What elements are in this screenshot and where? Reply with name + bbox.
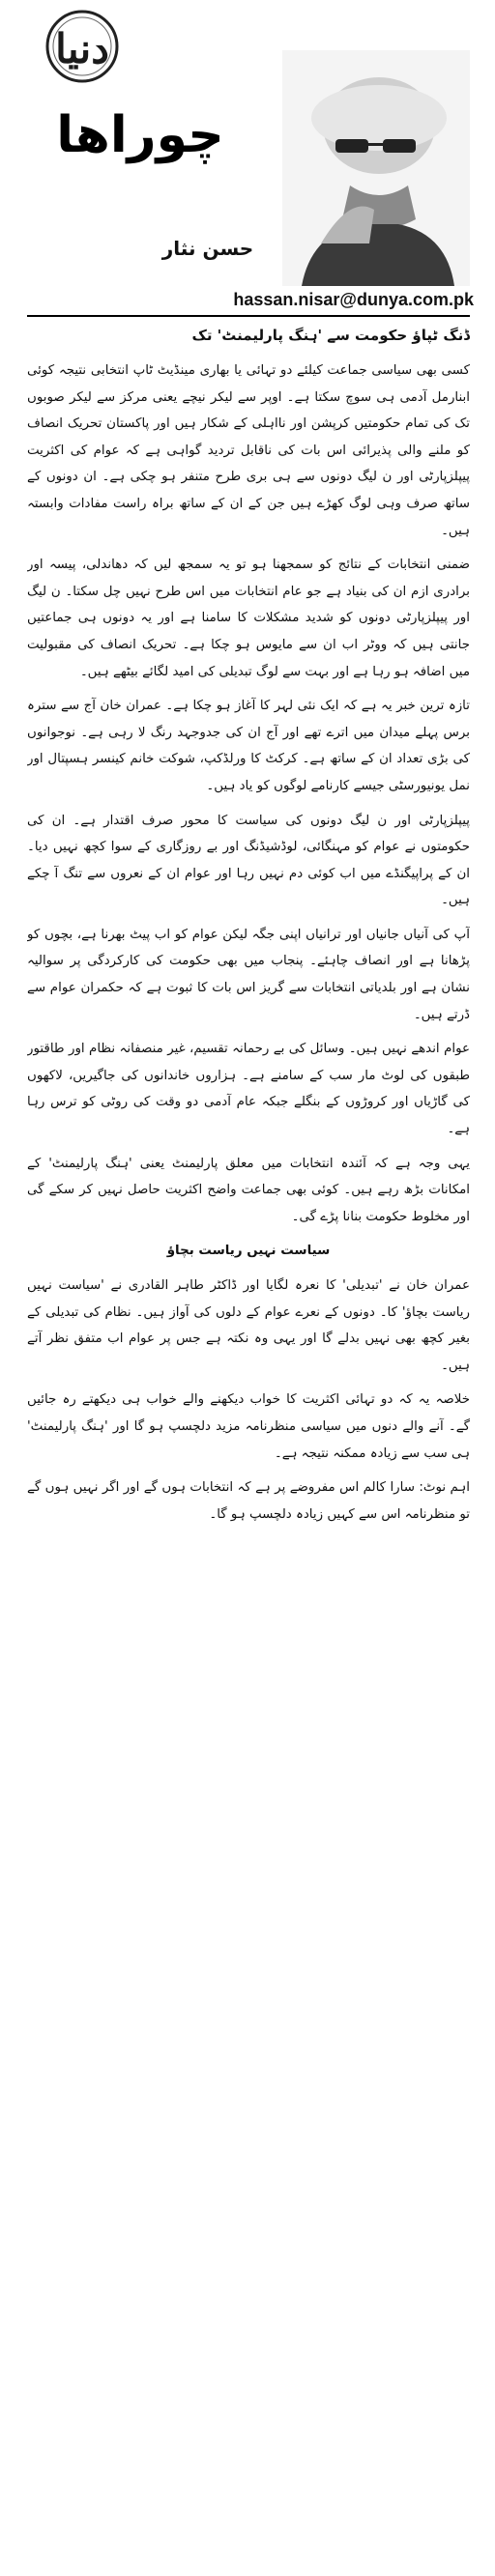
author-portrait <box>282 50 470 286</box>
divider <box>27 315 470 317</box>
paragraph: اہم نوٹ: سارا کالم اس مفروضے پر ہے کہ انتخابات ہوں گے اور اگر نہیں ہوں گے تو منظرنامہ اس سے کہیں زیادہ دلچسپ ہو گا۔ <box>27 1480 470 1522</box>
paragraph: پیپلزپارٹی اور ن لیگ دونوں کی سیاست کا محور صرف اقتدار ہے۔ ان کی حکومتوں نے عوام کو مہنگائی، لوڈشیڈنگ اور بے روزگاری کے سوا کچھ نہیں دیا۔ ان کے پراپیگنڈے میں اب کوئی دم نہیں رہا اور عوام ان کے نعروں سے تنگ آ چکے ہیں۔ <box>27 813 470 908</box>
logo-text: دنیا <box>55 25 109 72</box>
pull-quote: سیاست نہیں ریاست بچاؤ <box>166 1244 331 1259</box>
paragraph: آپ کی آنیاں جانیاں اور ترانیاں اپنی جگہ لیکن عوام کو اب پیٹ بھرنا ہے، بچوں کو پڑھانا ہے اور انصاف چاہئے۔ پنجاب میں بھی حکومت کی کارکردگی پر سوالیہ نشان ہے اور بلدیاتی انتخابات سے گریز اس بات کا ثبوت ہے کہ حکمران عوام سے ڈرتے ہیں۔ <box>27 927 470 1022</box>
paragraph: یہی وجہ ہے کہ آئندہ انتخابات میں معلق پارلیمنٹ یعنی 'ہنگ پارلیمنٹ' کے امکانات بڑھ رہے ہیں۔ کوئی بھی جماعت واضح اکثریت حاصل نہیں کر سکے گی اور مخلوط حکومت بنانا پڑے گی۔ <box>27 1156 470 1224</box>
author-email[interactable]: hassan.nisar@dunya.com.pk <box>233 290 474 309</box>
article-body <box>27 358 470 2561</box>
paragraph: عمران خان نے 'تبدیلی' کا نعرہ لگایا اور ڈاکٹر طاہر القادری نے 'سیاست نہیں ریاست بچاؤ' کا۔ دونوں کے نعرے عوام کے دلوں کی آواز ہیں۔ نظام کی تبدیلی کے بغیر کچھ بھی نہیں بدلے گا اور یہی وہ نکتہ ہے جس پر عوام اب متفق نظر آتے ہیں۔ <box>27 1278 470 1373</box>
paragraph: تازہ ترین خبر یہ ہے کہ ایک نئی لہر کا آغاز ہو چکا ہے۔ عمران خان آج سے سترہ برس پہلے میدان میں اترے تھے اور آج ان کی جدوجہد رنگ لا رہی ہے۔ نوجوانوں کی بڑی تعداد ان کے ساتھ ہے۔ کرکٹ کا ورلڈکپ، شوکت خانم کینسر ہسپتال اور نمل یونیورسٹی جیسے کارنامے لوگوں کو یاد ہیں۔ <box>27 699 470 793</box>
newspaper-logo <box>29 8 135 85</box>
paragraph: عوام اندھے نہیں ہیں۔ وسائل کی بے رحمانہ تقسیم، غیر منصفانہ نظام اور طاقتور طبقوں کی لوٹ مار سب کے سامنے ہے۔ ہزاروں خاندانوں کی جاگیریں، لاکھوں کی گاڑیاں اور کروڑوں کے بنگلے جبکہ عام آدمی دو وقت کی روٹی کو ترس رہا ہے۔ <box>27 1042 470 1137</box>
paragraph: کسی بھی سیاسی جماعت کیلئے دو تہائی یا بھاری مینڈیٹ ٹاپ انتخابی نتیجہ کوئی ابنارمل آدمی ہی سوچ سکتا ہے۔ اوپر سے لیکر نیچے یعنی مرکز سے لیکر صوبوں تک کی تمام حکومتیں کرپشن اور نااہلی کے شکار ہیں اور پاکستان تحریک انصاف کو ملنے والی پذیرائی اس بات کی ناقابل تردید گواہی ہے کہ عوام کی اکثریت پیپلزپارٹی اور ن لیگ دونوں سے ہی بری طرح متنفر ہو چکی ہے۔ ان دونوں کے ساتھ صرف وہی لوگ کھڑے ہیں جن کے ان کے ساتھ براہ راست مفادات وابستہ ہیں۔ <box>27 363 470 538</box>
article-headline: ڈنگ ٹپاؤ حکومت سے 'ہنگ پارلیمنٹ' تک <box>191 327 470 344</box>
paragraph: ضمنی انتخابات کے نتائج کو سمجھنا ہو تو یہ سمجھ لیں کہ دھاندلی، پیسہ اور برادری ازم ان کی بنیاد ہے جو عام انتخابات میں اس طرح نہیں چل سکتا۔ ن لیگ اور پیپلزپارٹی دونوں کو شدید مشکلات کا سامنا ہے اور یہ دونوں ہی جماعتیں جانتی ہیں کہ ووٹر اب ان سے مایوس ہو چکا ہے۔ تحریک انصاف کی مقبولیت میں اضافہ ہو رہا ہے اور بہت سے لوگ تبدیلی کی امید لگائے بیٹھے ہیں۔ <box>27 558 470 679</box>
paragraph: خلاصہ یہ کہ دو تہائی اکثریت کا خواب دیکھنے والے خواب ہی دیکھتے رہ جائیں گے۔ آنے والے دنوں میں سیاسی منظرنامہ مزید دلچسپ ہو گا اور 'ہنگ پارلیمنٹ' ہی سب سے زیادہ ممکنہ نتیجہ ہے۔ <box>27 1392 470 1461</box>
author-name: حسن نثار <box>161 237 254 260</box>
masthead <box>0 0 495 329</box>
column-title: چوراھا <box>56 106 224 164</box>
author-photo-icon <box>282 50 470 286</box>
